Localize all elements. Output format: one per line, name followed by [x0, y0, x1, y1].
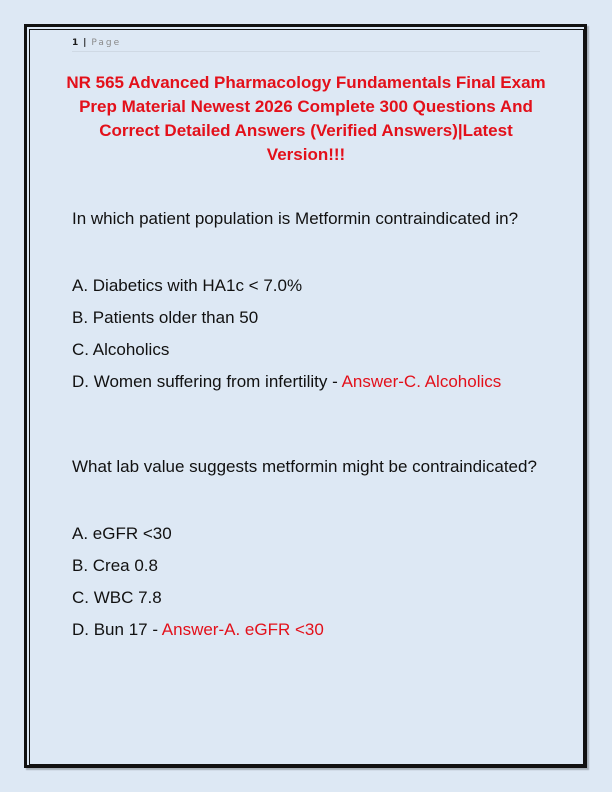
- option-b: B. Patients older than 50: [72, 308, 259, 327]
- option-list: [72, 270, 542, 398]
- option-d: D. Bun 17 - Answer-A. eGFR <30: [72, 620, 324, 639]
- answer-text: Answer-A. eGFR <30: [161, 620, 324, 639]
- question-block-2: [72, 454, 542, 646]
- page-label: Page: [91, 38, 122, 48]
- option-a: A. eGFR <30: [72, 524, 172, 543]
- option-c: C. Alcoholics: [72, 340, 170, 359]
- option-d: D. Women suffering from infertility - Answer-C. Alcoholics: [72, 372, 502, 391]
- option-list: [72, 518, 542, 646]
- document-title: NR 565 Advanced Pharmacology Fundamentals Final Exam Prep Material Newest 2026 Complete 300 Questions And Correct Detailed Answers (Verified Answers)|Latest Version!!!: [66, 73, 546, 164]
- page-number: 1: [72, 38, 79, 48]
- question-text: What lab value suggests metformin might be contraindicated?: [72, 457, 537, 476]
- page-header: [72, 37, 540, 52]
- option-b: B. Crea 0.8: [72, 556, 158, 575]
- page-separator: |: [83, 38, 87, 48]
- question-block-1: [72, 206, 542, 398]
- question-text: In which patient population is Metformin contraindicated in?: [72, 209, 519, 228]
- option-c: C. WBC 7.8: [72, 588, 162, 607]
- answer-text: Answer-C. Alcoholics: [341, 372, 502, 391]
- option-a: A. Diabetics with HA1c < 7.0%: [72, 276, 303, 295]
